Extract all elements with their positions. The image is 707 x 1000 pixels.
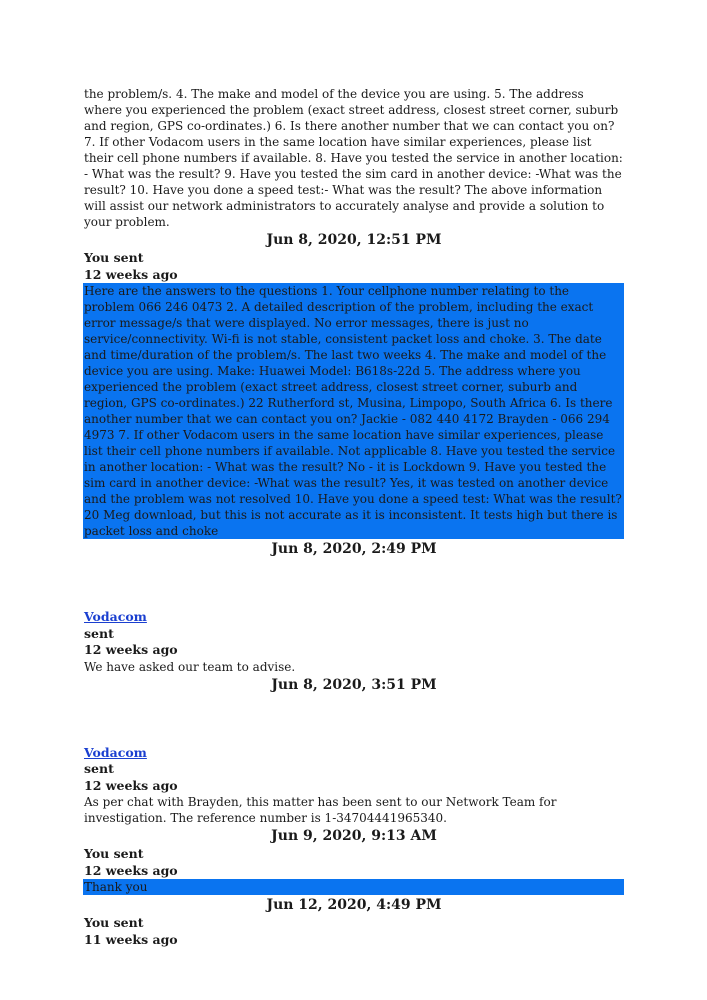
- sender-label: You sent: [84, 846, 144, 861]
- sender-suffix: sent: [84, 761, 114, 776]
- vodacom-sender-link[interactable]: Vodacom: [84, 609, 147, 624]
- highlighted-message-body: Thank you: [83, 879, 624, 895]
- message-age: 12 weeks ago: [84, 777, 178, 793]
- sender-suffix: sent: [84, 625, 114, 641]
- vodacom-sender-link[interactable]: Vodacom: [84, 744, 147, 760]
- highlighted-message-body: Here are the answers to the questions 1. Your cellphone number relating to the problem 066 246 0473 2. A detailed description of the problem, including the exact error message/s that were displayed. No error messages, there is just no service/connectivity. Wi-fi is not stable, consistent packet loss and choke. 3. The date and time/duration of the problem/s. The last two weeks 4. The make and model of the device you are using. Make: Huawei Model: B618s-22d 5. The address where you experienced the problem (exact street address, closest street corner, suburb and region, GPS co-ordinates.) 22 Rutherford st, Musina, Limpopo, South Africa 6. Is there another number that we can contact you on? Jackie - 082 440 4172 Brayden - 066 294 4973 7. If other Vodacom users in the same location have similar experiences, please list their cell phone numbers if available. Not applicable 8. Have you tested the service in another location: - What was the result? No - it is Lockdown 9. Have you tested the sim card in another device: -What was the result? Yes, it was tested on another device and the problem was not resolved 10. Have you done a speed test: What was the result? 20 Meg download, but this is not accurate as it is inconsistent. It tests high but there is packet loss and choke: [83, 283, 624, 539]
- message-timestamp: Jun 8, 2020, 2:49 PM: [271, 541, 437, 557]
- message-age: 12 weeks ago: [84, 266, 178, 282]
- message-timestamp: Jun 9, 2020, 9:13 AM: [271, 828, 437, 844]
- message-timestamp: Jun 8, 2020, 3:51 PM: [271, 676, 437, 693]
- message-timestamp: Jun 8, 2020, 12:51 PM: [266, 232, 442, 248]
- sender-label: You sent: [84, 915, 144, 930]
- intro-paragraph: the problem/s. 4. The make and model of the device you are using. 5. The address where you experienced the problem (exact street address, closest street corner, suburb and region, GPS co-ordinates.) 6. Is there another number that we can contact you on? 7. If other Vodacom users in the same location have similar experiences, please list their cell phone numbers if available. 8. Have you tested the service in another location: - What was the result? 9. Have you tested the sim card in another device: -What was the result? 10. Have you done a speed test:- What was the result? The above information will assist our network administrators to accurately analyse and provide a solution to your problem.: [84, 87, 623, 229]
- message-timestamp: Jun 12, 2020, 4:49 PM: [266, 897, 442, 913]
- message-body: As per chat with Brayden, this matter has been sent to our Network Team for investigation. The reference number is 1-34704441965340.: [84, 795, 557, 825]
- spacer: [84, 695, 624, 745]
- message-body: We have asked our team to advise.: [84, 659, 296, 674]
- message-age: 12 weeks ago: [84, 642, 178, 657]
- message-age: 12 weeks ago: [84, 862, 178, 878]
- message-age: 11 weeks ago: [84, 931, 178, 947]
- sender-label: You sent: [84, 250, 144, 265]
- chat-transcript: [84, 86, 624, 948]
- spacer: [84, 559, 624, 609]
